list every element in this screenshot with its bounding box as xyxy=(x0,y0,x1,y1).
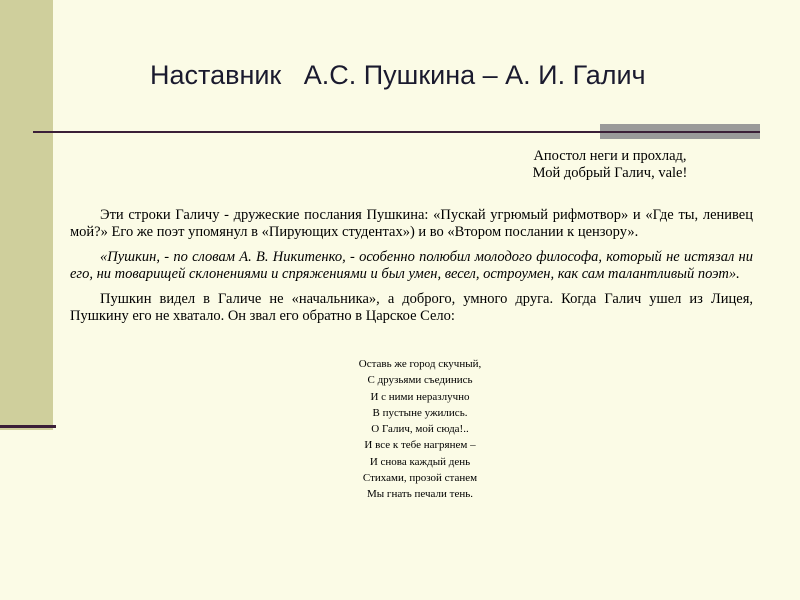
poem-line: В пустыне ужились. xyxy=(372,406,468,419)
poem-line: И с ними неразлучно xyxy=(370,390,470,403)
epigraph xyxy=(505,148,715,182)
poem-line: О Галич, мой сюда!.. xyxy=(371,423,469,436)
poem-line: И снова каждый день xyxy=(369,455,471,468)
poem xyxy=(300,356,540,503)
poem-line: И все к тебе нагрянем – xyxy=(364,439,476,452)
body-text xyxy=(70,207,753,333)
poem-line: Стихами, прозой станем xyxy=(362,472,478,485)
left-band-divider xyxy=(0,425,56,428)
paragraph-quote: «Пушкин, - по словам А. В. Никитенко, - особенно полюбил молодого философа, который не истязал ни его, ни товарищей склонениями и спряжениями и был умен, весел, остроумен, как сам талантливый поэт». xyxy=(70,249,753,282)
paragraph-poems: Эти строки Галичу - дружеские послания Пушкина: «Пускай угрюмый рифмотвор» и «Где ты, ленивец мой?» Его же поэт упомянул в «Пирующих студентах») и во «Втором послании к цензору». xyxy=(70,207,753,240)
epigraph-line: Мой добрый Галич, vale! xyxy=(532,165,688,181)
paragraph-friend: Пушкин видел в Галиче не «начальника», а доброго, умного друга. Когда Галич ушел из Лицея, Пушкину его не хватало. Он звал его обратно в Царское Село: xyxy=(70,291,753,324)
poem-line: Мы гнать печали тень. xyxy=(367,488,473,501)
epigraph-line: Апостол неги и прохлад, xyxy=(533,148,687,164)
slide-title: Наставник А.С. Пушкина – А. И. Галич xyxy=(150,60,646,90)
left-decorative-band xyxy=(0,0,53,430)
poem-line: С друзьями съединись xyxy=(367,374,473,387)
title-underline xyxy=(33,131,760,133)
poem-line: Оставь же город скучный, xyxy=(358,358,482,370)
